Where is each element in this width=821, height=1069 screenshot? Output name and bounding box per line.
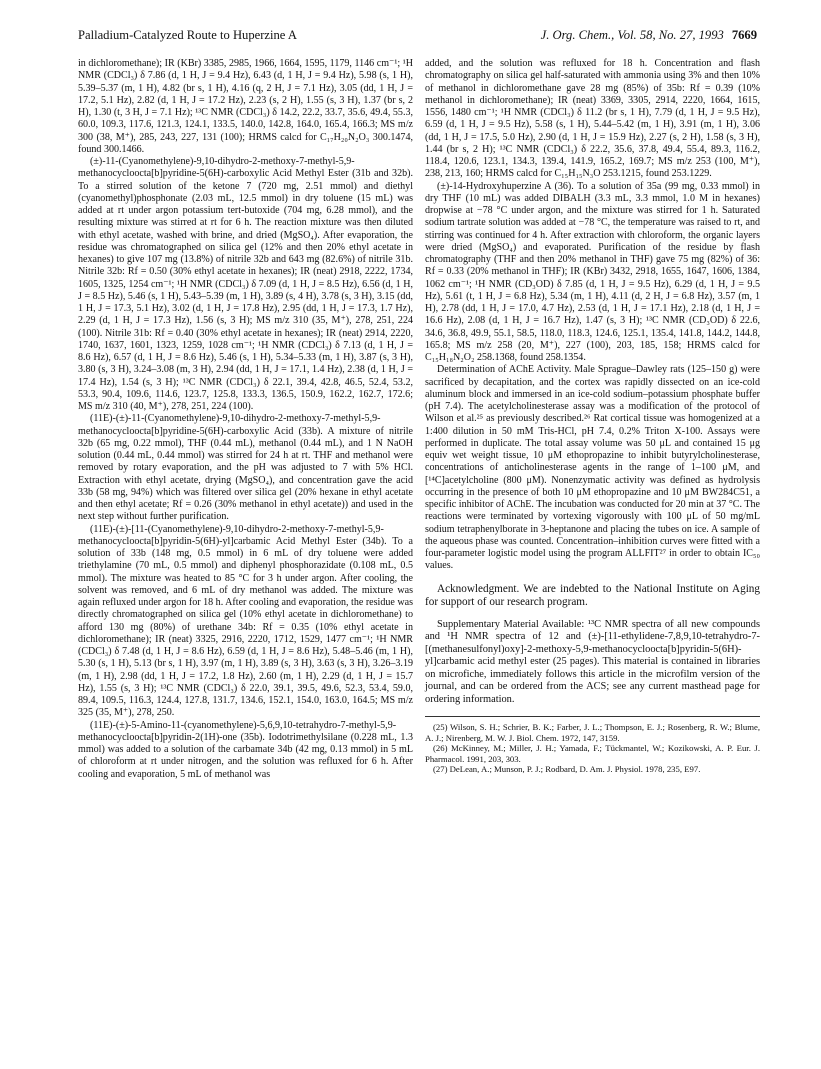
paragraph: (11E)-(±)-[11-(Cyanomethylene)-9,10-dihydro-2-methoxy-7-methyl-5,9-methanocycloocta[b]pyridin-5(6H)-yl]carbamic Acid Methyl Ester (34b). To a solution of 33b (148 mg, 0.5 mmol) in 6 mL of dry toluene were added triethylamine (70 mL, 0.5 mmol) and diphenyl phosphorazidate (0.108 mL, 0.5 mmol). The mixture was heated to 85 °C for 3 h under argon. After cooling, the solvent was removed, and 6 mL of dry methanol was added. The mixture was again refluxed under argon for 18 h. After cooling and evaporation, the residue was directly chromatographed on silica gel (10% ethyl acetate in dichloromethane) to afford 130 mg (80%) of urethane 34b: Rf = 0.35 (10% ethyl acetate in dichloromethane); IR (neat) 3325, 2916, 2220, 1712, 1529, 1477 cm⁻¹; ¹H NMR (CDCl₃) δ 7.48 (d, 1 H, J = 8.6 Hz), 6.59 (d, 1 H, J = 8.6 Hz), 5.48–5.46 (m, 1 H), 5.30 (s, 1 H), 5.13 (br s, 1 H), 3.97 (m, 1 H), 3.89 (s, 3 H), 3.63 (s, 3 H), 3.26–3.19 (m, 1 H), 2.98 (dd, 1 H, J = 17.2, 1.8 Hz), 2.60 (m, 1 H), 2.29 (d, 1 H, J = 15.7 Hz), 1.55 (s, 3 H); ¹³C NMR (CDCl₃) δ 22.0, 39.1, 39.5, 49.6, 52.3, 53.4, 59.0, 89.4, 109.5, 116.3, 124.4, 127.8, 131.7, 134.6, 152.1, 154.0, 163.0, 164.5; MS m/z 325 (35, M⁺), 278, 250.: [78, 523, 413, 719]
paragraph: (±)-11-(Cyanomethylene)-9,10-dihydro-2-methoxy-7-methyl-5,9-methanocycloocta[b]pyridine-5(6H)-carboxylic Acid Methyl Ester (31b and 32b). To a stirred solution of the ketone 7 (720 mg, 2.51 mmol) and diethyl (cyanomethyl)phosphonate (2.03 mL, 12.5 mmol) in dry toluene (15 mL) was added at rt under argon potassium tert-butoxide (704 mg, 6.28 mmol), and the resulting mixture was stirred at rt for 6 h. The reaction mixture was then diluted with ethyl acetate, washed with brine, and dried (MgSO₄). After evaporation, the residue was chromatographed on silica gel (12% and then 20% ethyl acetate in hexanes) to give 107 mg (13.8%) of nitrile 32b and 643 mg (82.6%) of nitrile 31b. Nitrile 32b: Rf = 0.50 (30% ethyl acetate in hexanes); IR (neat) 2918, 2222, 1734, 1605, 1325, 1254 cm⁻¹; ¹H NMR (CDCl₃) δ 7.09 (d, 1 H, J = 8.5 Hz), 6.56 (d, 1 H, J = 8.5 Hz), 5.46 (s, 1 H), 5.43–5.39 (m, 1 H), 3.89 (s, 4 H), 3.78 (s, 3 H), 3.15 (dd, 1 H, J = 17.3, 5.1 Hz), 3.02 (d, 1 H, J = 17.8 Hz), 2.95 (dd, 1 H, J = 17.3, 1.7 Hz), 2.29 (d, 1 H, J = 17.3 Hz), 1.56 (s, 3 H); MS m/z 310 (35, M⁺), 278, 251, 224 (100). Nitrile 31b: Rf = 0.40 (30% ethyl acetate in hexanes); IR (neat) 2914, 2220, 1740, 1637, 1601, 1323, 1259, 1028 cm⁻¹; ¹H NMR (CDCl₃) δ 7.13 (d, 1 H, J = 8.6 Hz), 6.57 (d, 1 H, J = 8.6 Hz), 5.46 (s, 1 H), 5.34–5.33 (m, 1 H), 3.87 (s, 3 H), 3.80 (s, 3 H), 3.24–3.08 (m, 3 H), 2.94 (dd, 1 H, J = 17.1, 1.4 Hz), 2.38 (d, 1 H, J = 17.4 Hz), 1.54 (s, 3 H); ¹³C NMR (CDCl₃) δ 22.1, 39.4, 42.8, 46.5, 52.4, 53.2, 53.3, 90.4, 109.6, 114.6, 123.7, 125.8, 133.3, 136.5, 150.9, 162.2, 162.7, 172.6; MS m/z 310 (40, M⁺), 278, 251, 224 (100).: [78, 156, 413, 412]
reference-item: (27) DeLean, A.; Munson, P. J.; Rodbard, D. Am. J. Physiol. 1978, 235, E97.: [433, 764, 701, 775]
right-column: [425, 58, 760, 775]
supplementary-material: Supplementary Material Available: ¹³C NMR spectra of all new compounds and ¹H NMR spectra of 12 and (±)-[11-ethylidene-7,8,9,10-tetrahydro-7-[(methanesulfonyl)oxy]-2-methoxy-5,9-methanocycloocta[b]pyridin-5(6H)-yl]carbamic acid methyl ester (25 pages). This material is contained in libraries on microfiche, immediately follows this article in the microfilm version of the journal, and can be ordered from the ACS; see any current masthead page for ordering information.: [425, 618, 760, 705]
paragraph: (11E)-(±)-5-Amino-11-(cyanomethylene)-5,6,9,10-tetrahydro-7-methyl-5,9-methanocycloocta[b]pyridin-2(1H)-one (35b). Iodotrimethylsilane (0.228 mL, 1.3 mmol) was added to a solution of the carbamate 34b (42 mg, 0.13 mmol) in 5 mL of chloroform at rt under nitrogen, and the solution was refluxed for 6 h. After cooling and evaporation, 5 mL of methanol was: [78, 719, 413, 780]
paragraph: (±)-14-Hydroxyhuperzine A (36). To a solution of 35a (99 mg, 0.33 mmol) in dry THF (10 mL) was added DIBALH (3.3 mL, 3.3 mmol, 1.0 M in hexanes) dropwise at −78 °C under argon, and the mixture was stirred for 1 h. Saturated sodium tartrate solution was added at −78 °C, the temperature was raised to rt, and stirring was continued for 4 h. After extraction with chloroform, the organic layers were dried (MgSO₄) and evaporated. Purification of the residue by flash chromatography (THF and then 20% methanol in THF) gave 75 mg (82%) of 36: Rf = 0.33 (20% methanol in THF); IR (KBr) 3432, 2918, 1655, 1647, 1606, 1384, 1062 cm⁻¹; ¹H NMR (CD₃OD) δ 7.85 (d, 1 H, J = 9.5 Hz), 6.29 (d, 1 H, J = 9.5 Hz), 5.61 (t, 1 H, J = 6.8 Hz), 5.34 (m, 1 H), 4.11 (d, 2 H, J = 6.8 Hz), 3.57 (m, 1 H), 2.78 (dd, 1 H, J = 17.0, 4.7 Hz), 2.53 (d, 1 H, J = 17.1 Hz), 2.18 (d, 1 H, J = 16.6 Hz), 2.08 (d, 1 H, J = 16.7 Hz), 1.47 (s, 3 H); ¹³C NMR (CD₃OD) δ 22.6, 34.6, 36.8, 49.9, 55.1, 58.5, 118.0, 118.3, 124.6, 125.1, 135.4, 141.8, 144.2, 144.8, 165.8; MS m/z 258 (20, M⁺), 227 (100), 203, 185, 158; HRMS calcd for C₁₅H₁₈N₂O₂ 258.1368, found 258.1354.: [425, 180, 760, 363]
paragraph: Determination of AChE Activity. Male Sprague–Dawley rats (125–150 g) were sacrificed by decapitation, and the cortex was rapidly dissected on an ice-cold aluminum block and immersed in an ice-cold sodium–potassium phosphate buffer (pH 7.4). The acetylcholinesterase assay was a modification of the protocol of Wilson et al.²⁵ as previously described.²⁶ Rat cortical tissue was homogenized at a 1:400 dilution in 50 mM Tris-HCl, pH 7.4, 0.2% Triton X-100. Assays were performed in duplicate. The total assay volume was 50 μL and contained 15 μg equiv wet weight tissue, 10 μM ethopropazine to inhibit butyrylcholinesterase, concentrations of anticholinesterase agents in the range of 1–100 μM, and [¹⁴C]acetylcholine (800 μM). Nonenzymatic activity was defined as hydrolysis occurring in the presence of both 10 μM ethopropazine and 10 μM BW284C51, a specific inhibitor of AChE. The incubation was conducted for 20 min at 37 °C. The reactions were terminated by vortexing vigorously with 100 μL of 50 mg/mL sodium tetraphenylborate in 3-heptanone and placing the tubes on ice. A sample of the aqueous phase was counted. Concentration–inhibition curves were fitted with a four-parameter logistic model using the program ALLFIT²⁷ in order to obtain IC₅₀ values.: [425, 364, 760, 572]
footnote-rule: [425, 716, 760, 717]
journal-name: J. Org. Chem., Vol. 58, No. 27, 1993: [540, 28, 724, 42]
paragraph: in dichloromethane); IR (KBr) 3385, 2985, 1966, 1664, 1595, 1179, 1146 cm⁻¹; ¹H NMR (CDCl₃) δ 7.86 (d, 1 H, J = 9.4 Hz), 6.43 (d, 1 H, J = 9.4 Hz), 5.98 (s, 1 H), 5.39–5.37 (m, 1 H), 4.82 (br s, 1 H), 4.16 (q, 2 H, J = 7.1 Hz), 3.05 (dd, 1 H, J = 17.2, 5.1 Hz), 2.82 (d, 1 H, J = 17.2 Hz), 2.23 (s, 2 H), 1.55 (s, 3 H), 1.37 (br s, 2 H), 1.30 (t, 3 H, J = 7.1 Hz); ¹³C NMR (CDCl₃) δ 14.2, 22.2, 33.7, 35.6, 49.4, 55.3, 60.0, 109.3, 117.6, 121.3, 124.1, 133.5, 140.0, 142.8, 164.0, 165.4, 166.3; MS m/z 300 (38, M⁺), 285, 243, 227, 131 (100); HRMS calcd for C₁₇H₂₀N₂O₃ 300.1474, found 300.1466.: [78, 58, 413, 155]
journal-citation: [541, 28, 757, 43]
acknowledgment: Acknowledgment. We are indebted to the National Institute on Aging for support of our research program.: [425, 582, 760, 608]
running-title: Palladium-Catalyzed Route to Huperzine A: [78, 28, 297, 42]
page-header: [78, 28, 757, 48]
reference-item: (26) McKinney, M.; Miller, J. H.; Yamada, F.; Tückmantel, W.; Kozikowski, A. P. Eur. J. Pharmacol. 1991, 203, 303.: [425, 743, 760, 764]
left-column: [78, 58, 413, 781]
page-number: 7669: [731, 28, 757, 42]
reference-item: (25) Wilson, S. H.; Schrier, B. K.; Farber, J. L.; Thompson, E. J.; Rosenberg, R. W.; Blume, A. J.; Nirenberg, M. W. J. Biol. Chem. 1972, 147, 3159.: [425, 722, 760, 743]
references: [425, 722, 760, 775]
paragraph: added, and the solution was refluxed for 18 h. Concentration and flash chromatography on silica gel half-saturated with ammonia using 3% and then 10% of methanol in dichloromethane gave 28 mg (85%) of 35b: Rf = 0.39 (10% methanol in dichloromethane); IR (neat) 3369, 3305, 2914, 2220, 1664, 1615, 1556, 1480 cm⁻¹; ¹H NMR (CDCl₃) δ 11.2 (br s, 1 H), 7.79 (d, 1 H, J = 9.5 Hz), 6.59 (d, 1 H, J = 9.5 Hz), 5.58 (s, 1 H), 5.44–5.42 (m, 1 H), 3.91 (m, 1 H), 3.06 (dd, 1 H, J = 17.5, 5.0 Hz), 2.90 (d, 1 H, J = 15.9 Hz), 2.27 (s, 2 H), 1.58 (s, 3 H), 1.44 (br s, 2 H); ¹³C NMR (CDCl₃) δ 22.2, 35.6, 37.8, 49.4, 55.4, 89.3, 116.2, 118.4, 120.6, 123.1, 134.3, 139.4, 141.9, 165.2, 169.7; MS m/z 253 (100, M⁺), 238, 213, 160; HRMS calcd for C₁₅H₁₅N₃O 253.1215, found 253.1229.: [425, 58, 760, 180]
paragraph: (11E)-(±)-11-(Cyanomethylene)-9,10-dihydro-2-methoxy-7-methyl-5,9-methanocycloocta[b]pyridine-5(6H)-carboxylic Acid (33b). A mixture of nitrile 32b (65 mg, 0.22 mmol), THF (0.44 mL), methanol (0.44 mL), and 1 N NaOH solution (0.44 mL, 0.44 mmol) was stirred for 24 h at rt. THF and methanol were removed by rotary evaporation, and the pH was adjusted to 7 with 5% HCl. Extraction with ethyl acetate, drying (MgSO₄), and concentration gave the acid 33b (58 mg, 94%) which was filtered over silica gel (20% hexane in ethyl acetate and then ethyl acetate; Rf = 0.26 (30% methanol in ethyl acetate)) and used in the next step without further purification.: [78, 413, 413, 523]
